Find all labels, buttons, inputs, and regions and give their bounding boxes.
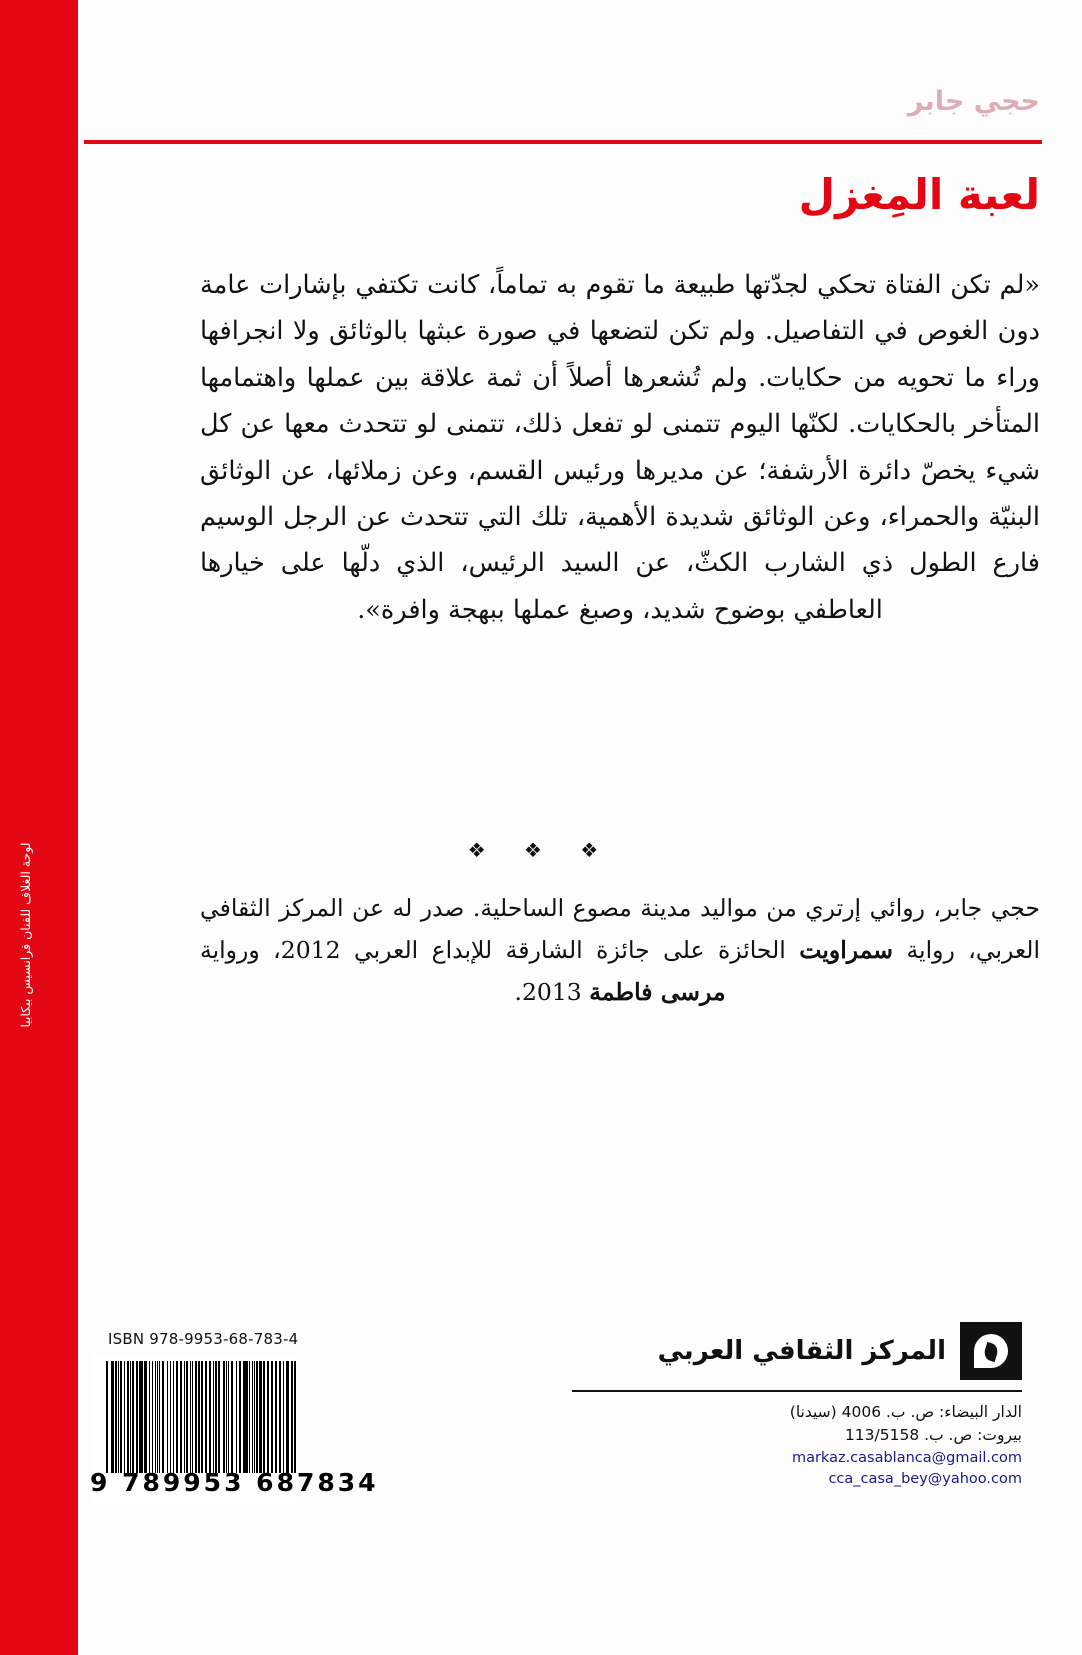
spine-white-divider [78,0,84,1655]
bio-line-1: حجي جابر، روائي إرتري من مواليد مدينة مصوع الساحلية. [472,894,1040,922]
publisher-rule [572,1390,1022,1392]
bio-novel-2: مرسى فاطمة [589,977,726,1006]
publisher-emails [572,1448,1022,1490]
publisher-address-beirut: بيروت: ص. ب. 113/5158 [844,1426,1022,1445]
barcode-bars [106,1361,296,1473]
publisher-name: المركز الثقافي العربي [657,1336,946,1366]
book-title: لعبة المِغزل [798,170,1040,219]
bio-line-2-c: الحائزة على [663,935,800,964]
header-rule [84,140,1042,144]
publisher-contact [572,1401,1022,1490]
author-bio [200,888,1040,1013]
bio-line-2-a: صدر له عن المركز الثقافي العربي، رواية [200,894,1040,964]
author-name-header: حجي جابر [907,86,1040,117]
bio-novel-1: سمراويت [799,935,893,964]
spine-red-strip [0,0,78,1655]
blurb-excerpt: «لم تكن الفتاة تحكي لجدّتها طبيعة ما تقوم به تماماً، كانت تكتفي بإشارات عامة دون الغوص في التفاصيل. ولم تكن لتضعها في صورة عبثها بالوثائق ولا انجرافها وراء ما تحويه من حكايات. ولم تُشعرها أصلاً أن ثمة علاقة بين عملها واهتمامها المتأخر بالحكايات. لكنّها اليوم تتمنى لو تفعل ذلك، تتمنى لو تتحدث معها عن كل شيء يخصّ دائرة الأرشفة؛ عن مديرها ورئيس القسم، وعن زملائها، عن الوثائق البنيّة والحمراء، وعن الوثائق شديدة الأهمية، تلك التي تتحدث عن الرجل الوسيم فارع الطول ذي الشارب الكثّ، عن السيد الرئيس، الذي دلّها على خيارها العاطفي بوضوح شديد، وصبغ عملها ببهجة وافرة». [200,270,1040,625]
leaf-in-square-icon [960,1322,1022,1380]
bio-line-3-c: 2013. [514,977,590,1006]
isbn-label: ISBN 978-9953-68-783-4 [108,1330,299,1348]
section-divider-ornament: ❖ ❖ ❖ [467,838,615,862]
publisher-block [572,1322,1022,1490]
publisher-email-1[interactable]: markaz.casablanca@gmail.com [791,1449,1022,1466]
barcode-digits: 9 789953 687834 [90,1468,379,1497]
bio-line-3-a: جائزة الشارقة للإبداع العربي 2012، ورواية [200,935,650,964]
publisher-email-2[interactable]: cca_casa_bey@yahoo.com [828,1470,1022,1487]
publisher-identity [572,1322,1022,1380]
publisher-address-casablanca: الدار البيضاء: ص. ب. 4006 (سيدنا) [789,1403,1022,1421]
cover-art-credit: لوحة الغلاف للفنان فرانسيس بيكابيا [18,842,33,1028]
